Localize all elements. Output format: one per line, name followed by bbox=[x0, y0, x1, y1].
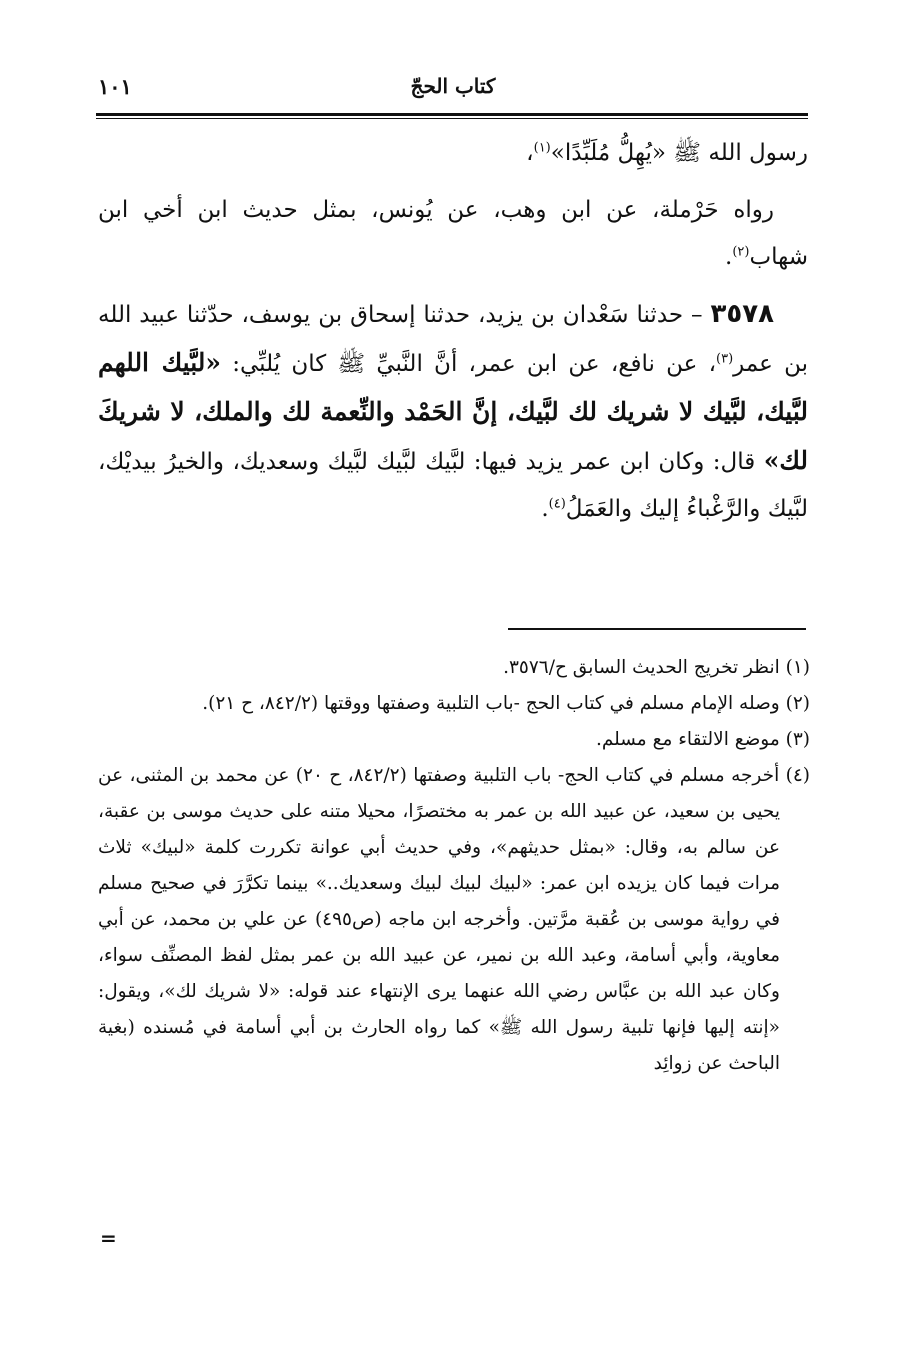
punctuation: ، bbox=[526, 140, 534, 166]
footnotes bbox=[98, 650, 810, 1082]
isnad-text-cont: ، عن نافع، عن ابن عمر، أنَّ النَّبيِّ ﷺ كان يُلبِّي: bbox=[221, 351, 717, 377]
talbiya-quote: «لبَّيك اللهم لبَّيك، لبَّيك لا شريك لك لبَّيك، إنَّ الحَمْد والنِّعمة لك والملك، لا شريكَ لك» bbox=[98, 348, 808, 475]
page-number: ١٠١ bbox=[98, 74, 132, 99]
paragraph-2 bbox=[98, 187, 808, 281]
running-header bbox=[98, 72, 808, 112]
chapter-title: كتاب الحجّ bbox=[410, 74, 496, 98]
isnad-text: – حدثنا سَعْدان بن يزيد، حدثنا إسحاق بن يوسف، حدّثنا عبيد الله بن عمر bbox=[98, 302, 808, 377]
matn-text: قال: وكان ابن عمر يزيد فيها: لبَّيك لبَّيك لبَّيك وسعديك، والخيرُ بيديْك، لبَّيك والرَّغْباءُ إليك والعَمَلُ bbox=[98, 449, 808, 522]
footnote-1: (١) انظر تخريج الحديث السابق ح/٣٥٧٦. bbox=[503, 657, 810, 678]
hadith-number: ٣٥٧٨ bbox=[710, 299, 774, 329]
footnote-3: (٣) موضع الالتقاء مع مسلم. bbox=[595, 729, 810, 750]
continuation-mark: = bbox=[100, 1226, 117, 1250]
footnote-separator bbox=[508, 628, 806, 630]
main-text bbox=[98, 130, 808, 533]
line-text: رسول الله ﷺ «يُهِلُّ مُلَبِّدًا» bbox=[550, 140, 808, 166]
header-rule-thick bbox=[96, 113, 808, 116]
punctuation: . bbox=[541, 496, 549, 522]
punctuation: . bbox=[725, 244, 733, 270]
footnote-ref-1: (١) bbox=[533, 140, 551, 156]
footnote-ref-4: (٤) bbox=[548, 496, 566, 512]
header-rule-thin bbox=[96, 118, 808, 119]
footnote-2: (٢) وصله الإمام مسلم في كتاب الحج -باب التلبية وصفتها ووقتها (٨٤٢/٢، ح ٢١). bbox=[202, 693, 810, 714]
footnote-ref-2: (٢) bbox=[732, 244, 750, 260]
paragraph-1 bbox=[98, 130, 808, 177]
paragraph-text: رواه حَرْملة، عن ابن وهب، عن يُونس، بمثل حديث ابن أخي ابن شهاب bbox=[98, 197, 808, 270]
footnote-ref-3: (٣) bbox=[716, 351, 734, 367]
footnote-4: (٤) أخرجه مسلم في كتاب الحج- باب التلبية وصفتها (٨٤٢/٢، ح ٢٠) عن محمد بن المثنى، عن يحيى بن سعيد، عن عبيد الله بن عمر به مختصرًا، محيلا متنه على حديث موسى بن عقبة، عن سالم به، وقال: «بمثل حديثهم»، وفي حديث أبي عوانة تكررت كلمة «لبيك» ثلاث مرات فيما كان يزيده ابن عمر: «لبيك لبيك لبيك وسعديك..» بينما تكرَّرَ في صحيح مسلم في رواية موسى بن عُقبة مرَّتين. وأخرجه ابن ماجه (ص٤٩٥) عن علي بن محمد، عن أبي معاوية، وأبي أسامة، وعبد الله بن نمير، عن عبيد الله بن عمر بمثل لفظ المصنِّف سواء، وكان عبد الله بن عبَّاس رضي الله عنهما يرى الإنتهاء عند قوله: «لا شريك لك»، ويقول: «إنته إليها فإنها تلبية رسول الله ﷺ» كما رواه الحارث بن أبي أسامة في مُسنده (بغية الباحث عن زوائِد bbox=[98, 765, 810, 1074]
paragraph-3 bbox=[98, 291, 808, 533]
